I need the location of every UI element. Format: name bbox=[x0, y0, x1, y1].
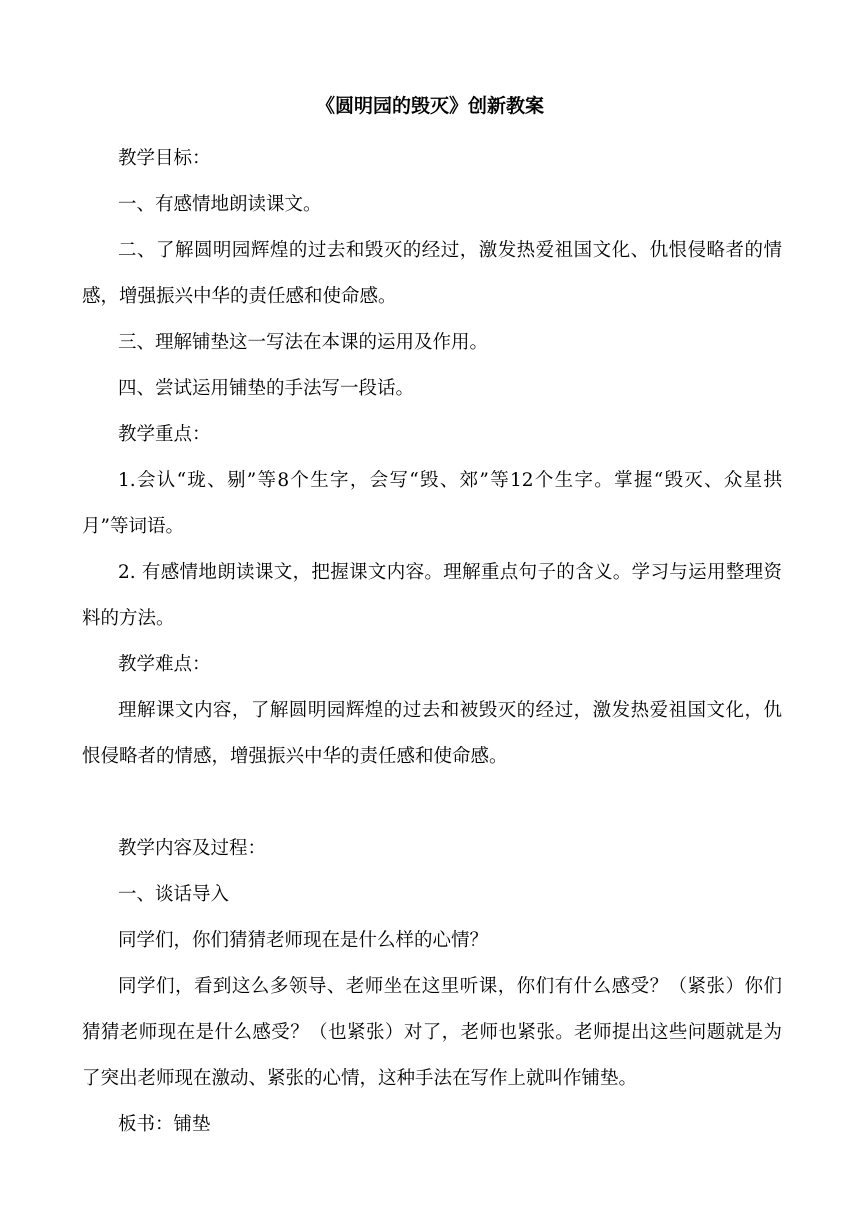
goal-item-3: 三、理解铺垫这一写法在本课的运用及作用。 bbox=[118, 332, 489, 353]
process-paragraph-1: 同学们，你们猜猜老师现在是什么样的心情？ bbox=[118, 930, 489, 951]
section-heading-intro: 一、谈话导入 bbox=[118, 884, 230, 905]
heading-teaching-goals: 教学目标： bbox=[118, 148, 211, 169]
blackboard-note: 板书：铺垫 bbox=[118, 1114, 211, 1135]
heading-teaching-difficulty: 教学难点： bbox=[118, 654, 211, 675]
heading-teaching-process: 教学内容及过程： bbox=[118, 838, 267, 859]
goal-item-4: 四、尝试运用铺垫的手法写一段话。 bbox=[118, 378, 415, 399]
document-body bbox=[82, 136, 782, 1148]
heading-teaching-focus: 教学重点： bbox=[118, 424, 211, 445]
blank-line bbox=[82, 780, 782, 826]
process-paragraph-2: 同学们，看到这么多领导、老师坐在这里听课，你们有什么感受？（紧张）你们猜猜老师现在是什么感受？（也紧张）对了，老师也紧张。老师提出这些问题就是为了突出老师现在激动、紧张的心情，这种手法在写作上就叫作铺垫。 bbox=[82, 976, 782, 1089]
focus-item-2: 2. 有感情地朗读课文，把握课文内容。理解重点句子的含义。学习与运用整理资料的方法。 bbox=[82, 562, 782, 629]
difficulty-paragraph: 理解课文内容，了解圆明园辉煌的过去和被毁灭的经过，激发热爱祖国文化，仇恨侵略者的情感，增强振兴中华的责任感和使命感。 bbox=[82, 700, 782, 767]
goal-item-2: 二、了解圆明园辉煌的过去和毁灭的经过，激发热爱祖国文化、仇恨侵略者的情感，增强振兴中华的责任感和使命感。 bbox=[82, 240, 782, 307]
goal-item-1: 一、有感情地朗读课文。 bbox=[118, 194, 322, 215]
focus-item-1: 1.会认“珑、剔”等8个生字，会写“毁、郊”等12个生字。掌握“毁灭、众星拱月”等词语。 bbox=[82, 470, 782, 537]
document-title: 《圆明园的毁灭》创新教案 bbox=[315, 95, 544, 117]
